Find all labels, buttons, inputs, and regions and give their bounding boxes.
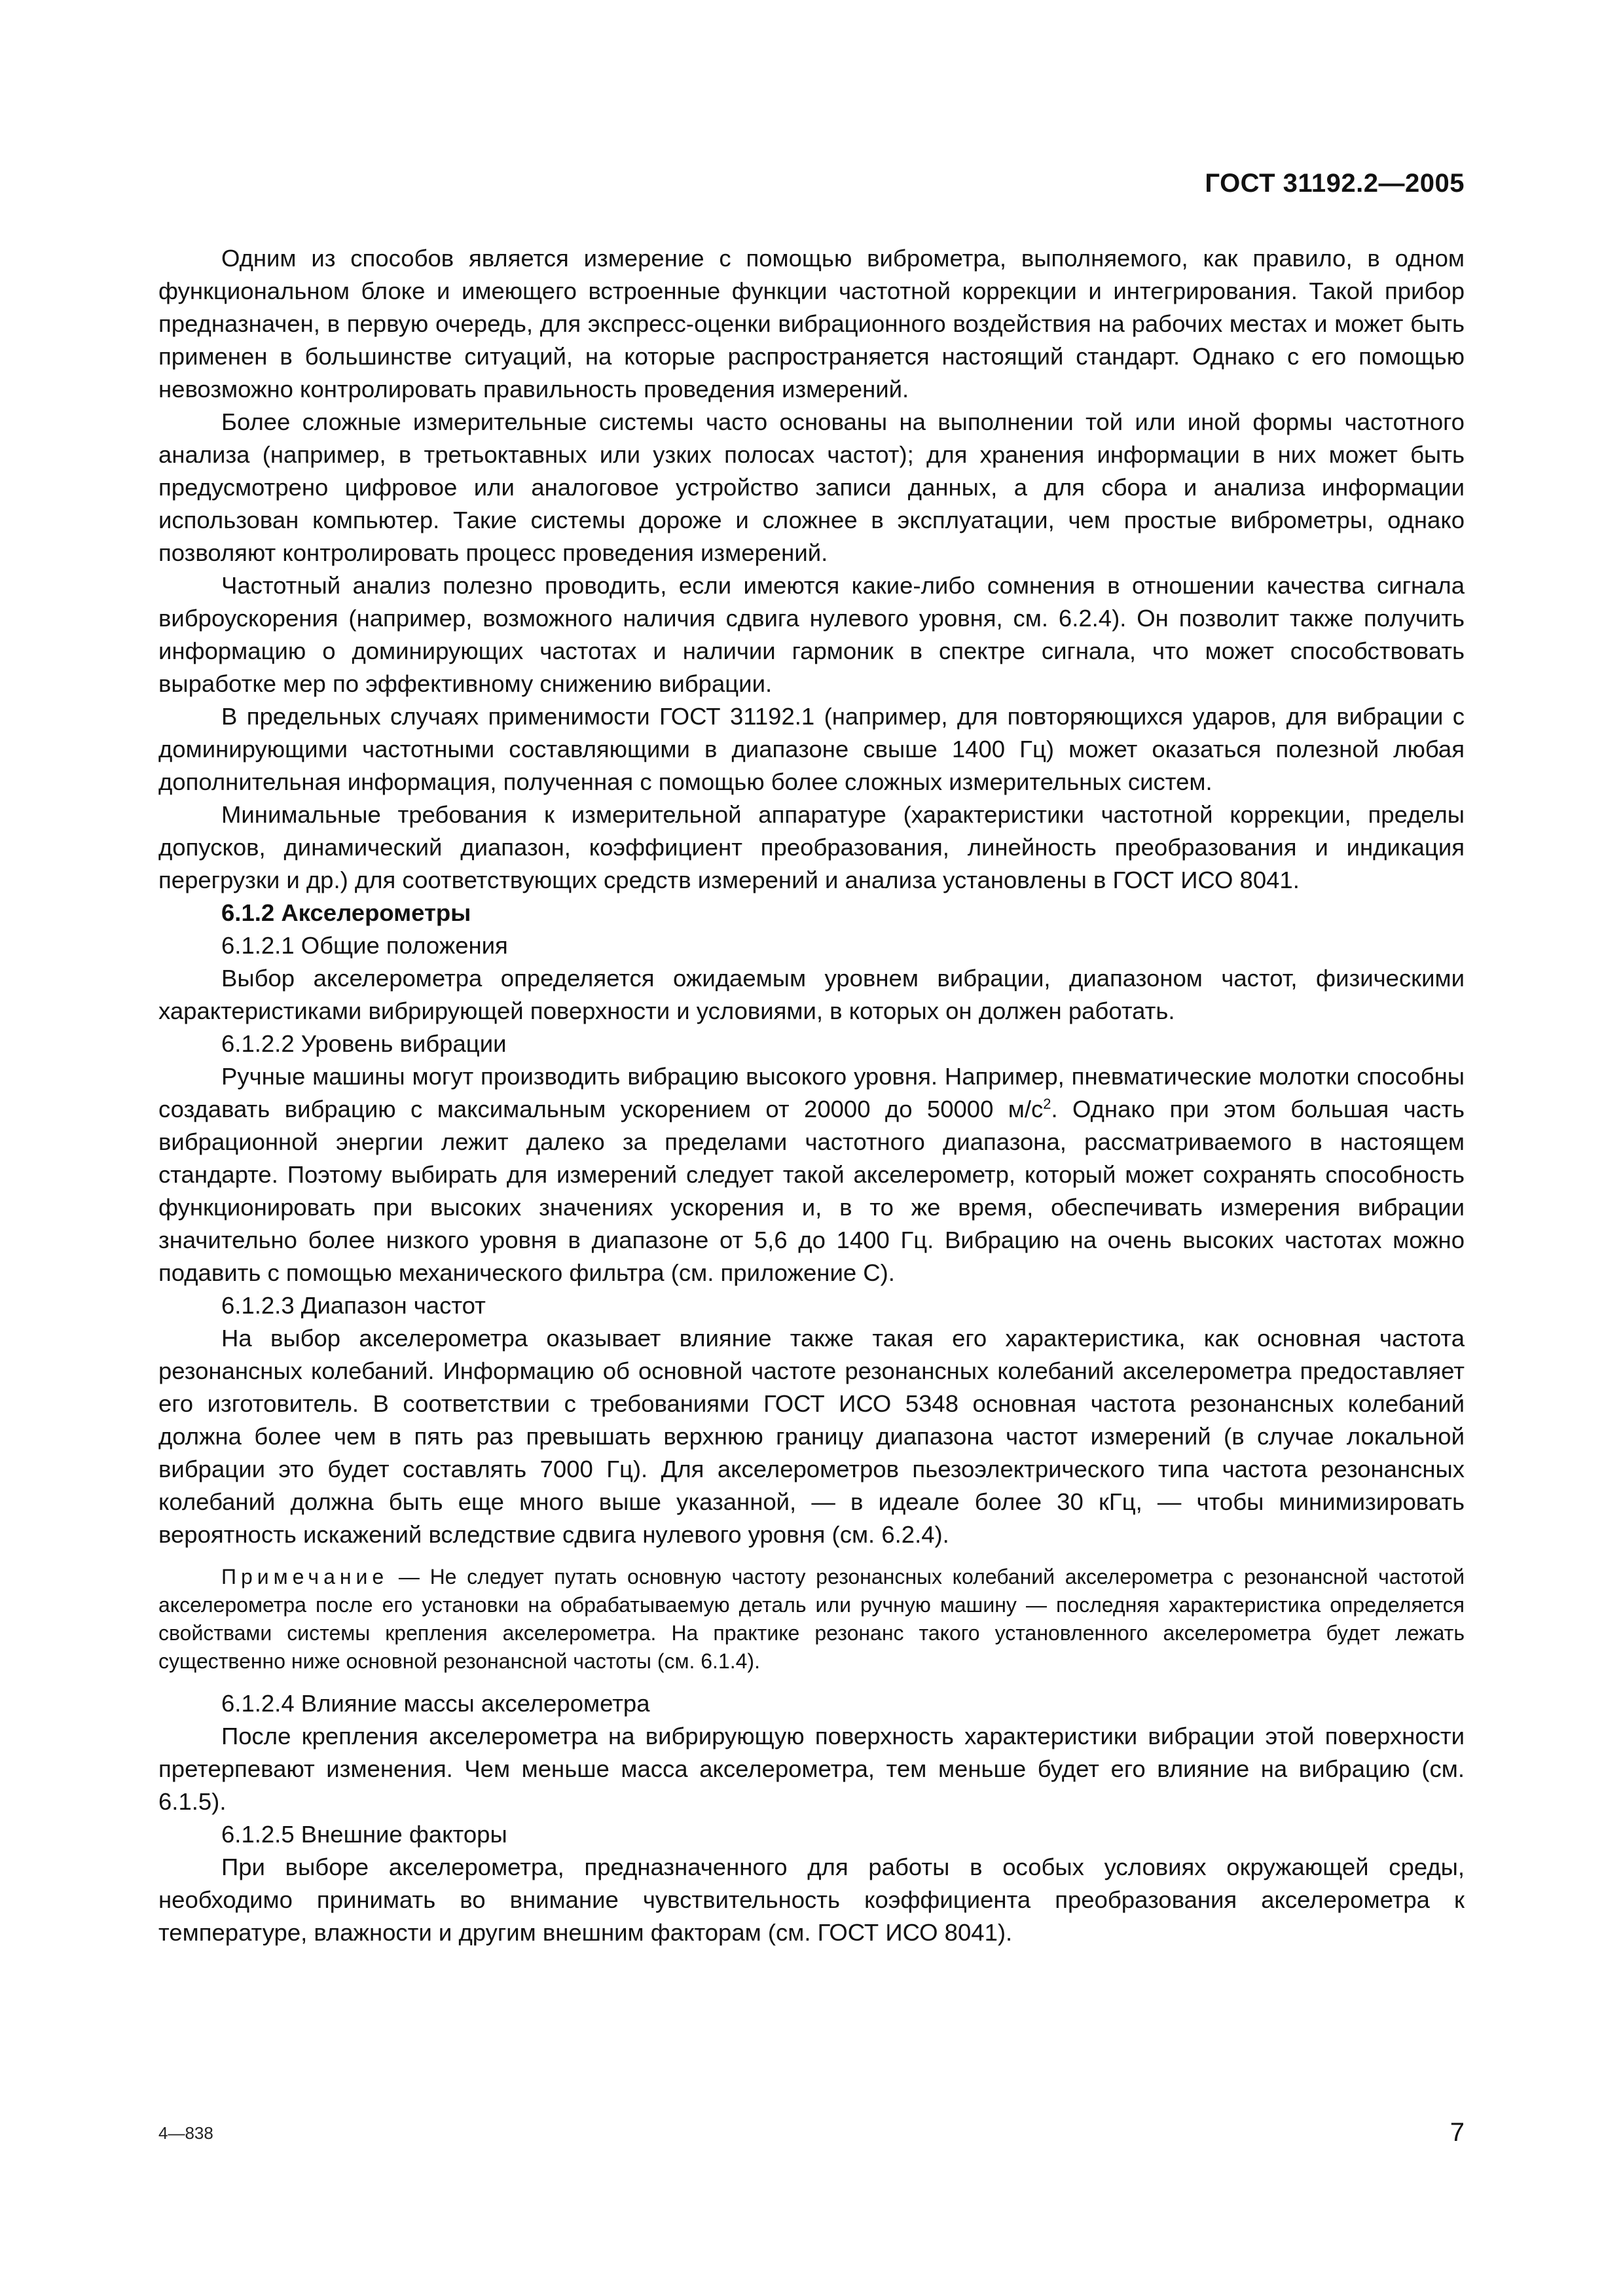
- section-heading-6-1-2: 6.1.2 Акселерометры: [221, 899, 471, 926]
- paragraph: Выбор акселерометра определяется ожидаемым уровнем вибрации, диапазоном частот, физическими характеристиками вибрирующей поверхности и условиями, в которых он должен работать.: [158, 965, 1465, 1024]
- paragraph-text: Ручные машины могут производить вибрацию высокого уровня. Например, пневматические молотки способны создавать вибрацию с максимальным ускорением от 20000 до 50000 м/с: [158, 1063, 1465, 1122]
- paragraph: При выборе акселерометра, предназначенного для работы в особых условиях окружающей среды, необходимо принимать во внимание чувствительность коэффициента преобразования акселерометра к температуре, влажности и другим внешним факторам (см. ГОСТ ИСО 8041).: [158, 1854, 1465, 1946]
- paragraph: На выбор акселерометра оказывает влияние также такая его характеристика, как основная частота резонансных колебаний. Информацию об основной частоте резонансных колебаний акселерометра предоставляет его изготовитель. В соответствии с требованиями ГОСТ ИСО 5348 основная частота резонансных колебаний должна более чем в пять раз превышать верхнюю границу диапазона частот измерений (в случае локальной вибрации это будет составлять 7000 Гц). Для акселерометров пьезоэлектрического типа частота резонансных колебаний должна быть еще много выше указанной, — в идеале более 30 кГц, — чтобы минимизировать вероятность искажений вследствие сдвига нулевого уровня (см. 6.2.4).: [158, 1325, 1465, 1548]
- paragraph: [158, 1060, 1465, 1289]
- print-mark: 4—838: [158, 2123, 213, 2143]
- subsection-heading-6-1-2-5: 6.1.2.5 Внешние факторы: [221, 1821, 507, 1848]
- document-number-header: ГОСТ 31192.2—2005: [1205, 169, 1465, 198]
- paragraph: Минимальные требования к измерительной аппаратуре (характеристики частотной коррекции, пределы допусков, динамический диапазон, коэффициент преобразования, линейность преобразования и индикация перегрузки и др.) для соответствующих средств измерений и анализа установлены в ГОСТ ИСО 8041.: [158, 801, 1465, 893]
- subsection-heading-6-1-2-1: 6.1.2.1 Общие положения: [221, 932, 508, 959]
- note-text: — Не следует путать основную частоту резонансных колебаний акселерометра с резонансной частотой акселерометра после его установки на обрабатываемую деталь или ручную машину — последняя характеристика определяется свойствами системы крепления акселерометра. На практике резонанс такого установленного акселерометра будет лежать существенно ниже основной резонансной частоты (см. 6.1.4).: [158, 1565, 1465, 1673]
- paragraph-text: . Однако при этом большая часть вибрационной энергии лежит далеко за пределами частотного диапазона, рассматриваемого в настоящем стандарте. Поэтому выбирать для измерений следует такой акселерометр, который может сохранять способность функционировать при высоких значениях ускорения и, в то же время, обеспечивать измерения вибрации значительно более низкого уровня в диапазоне от 5,6 до 1400 Гц. Вибрацию на очень высоких частотах можно подавить с помощью механического фильтра (см. приложение С).: [158, 1096, 1465, 1286]
- subsection-heading-6-1-2-2: 6.1.2.2 Уровень вибрации: [221, 1030, 507, 1057]
- paragraph: Частотный анализ полезно проводить, если имеются какие-либо сомнения в отношении качества сигнала виброускорения (например, возможного наличия сдвига нулевого уровня, см. 6.2.4). Он позволит также получить информацию о доминирующих частотах и наличии гармоник в спектре сигнала, что может способствовать выработке мер по эффективному снижению вибрации.: [158, 572, 1465, 697]
- paragraph: В предельных случаях применимости ГОСТ 31192.1 (например, для повторяющихся ударов, для вибрации с доминирующими частотными составляющими в диапазоне свыше 1400 Гц) может оказаться полезной любая дополнительная информация, полученная с помощью более сложных измерительных систем.: [158, 703, 1465, 795]
- page-number: 7: [1450, 2118, 1465, 2147]
- subsection-heading-6-1-2-3: 6.1.2.3 Диапазон частот: [221, 1292, 486, 1319]
- paragraph: После крепления акселерометра на вибрирующую поверхность характеристики вибрации этой поверхности претерпевают изменения. Чем меньше масса акселерометра, тем меньше будет его влияние на вибрацию (см. 6.1.5).: [158, 1723, 1465, 1815]
- page-body: [158, 242, 1465, 1949]
- subsection-heading-6-1-2-4: 6.1.2.4 Влияние массы акселерометра: [221, 1690, 650, 1717]
- paragraph: Более сложные измерительные системы часто основаны на выполнении той или иной формы частотного анализа (например, в третьоктавных или узких полосах частот); для хранения информации в них может быть предусмотрено цифровое или аналоговое устройство записи данных, а для сбора и анализа информации использован компьютер. Такие системы дороже и сложнее в эксплуатации, чем простые виброметры, однако позволяют контролировать процесс проведения измерений.: [158, 408, 1465, 566]
- note: [158, 1563, 1465, 1676]
- superscript: 2: [1043, 1095, 1051, 1112]
- paragraph: Одним из способов является измерение с помощью виброметра, выполняемого, как правило, в одном функциональном блоке и имеющего встроенные функции частотной коррекции и интегрирования. Такой прибор предназначен, в первую очередь, для экспресс-оценки вибрационного воздействия на рабочих местах и может быть применен в большинстве ситуаций, на которые распространяется настоящий стандарт. Однако с его помощью невозможно контролировать правильность проведения измерений.: [158, 245, 1465, 403]
- note-label: Примечание: [221, 1565, 389, 1588]
